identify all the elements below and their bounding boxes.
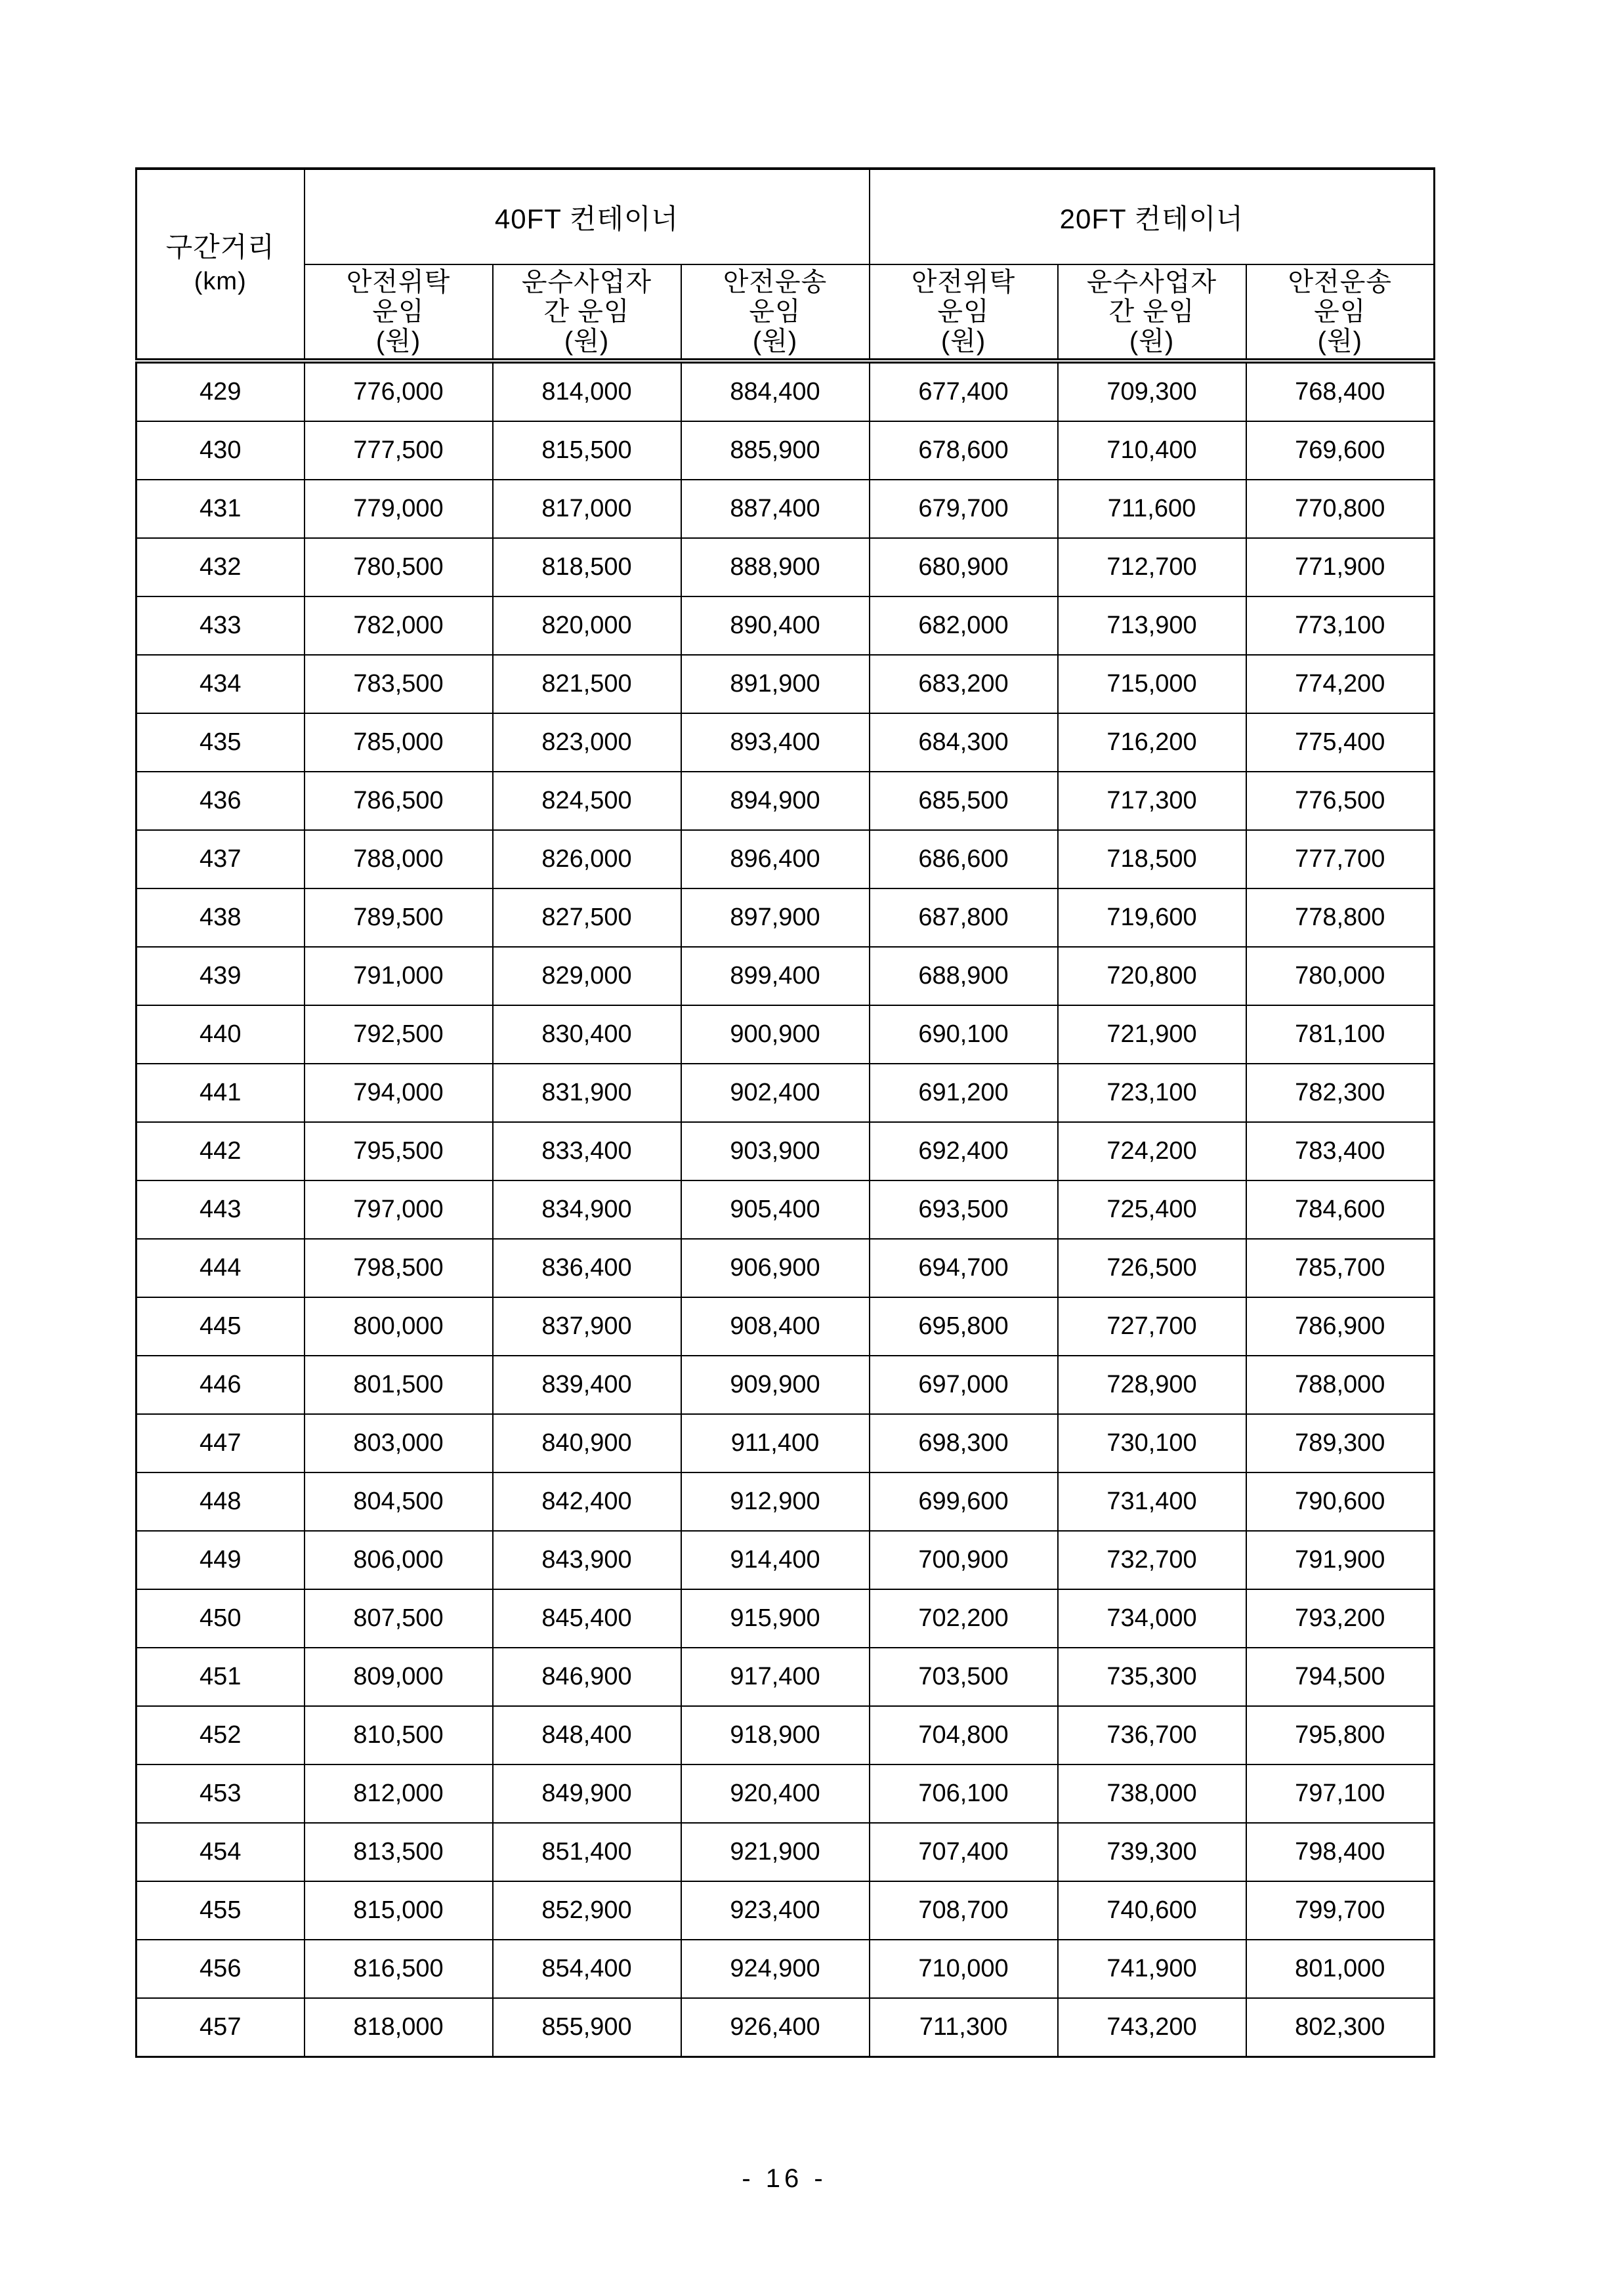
corner-header-unit: (km)	[194, 267, 247, 295]
table-row	[137, 1940, 1435, 1998]
fare-cell: 884,400	[681, 361, 870, 421]
fare-cell: 727,700	[1058, 1297, 1246, 1356]
fare-cell: 813,500	[305, 1823, 493, 1881]
fare-cell: 836,400	[493, 1239, 681, 1297]
fare-cell: 694,700	[870, 1239, 1058, 1297]
table-row	[137, 947, 1435, 1005]
fare-cell: 855,900	[493, 1998, 681, 2057]
km-cell: 442	[137, 1122, 305, 1180]
fare-cell: 799,700	[1246, 1881, 1435, 1940]
km-cell: 436	[137, 772, 305, 830]
fare-cell: 719,600	[1058, 888, 1246, 947]
fare-cell: 788,000	[1246, 1356, 1435, 1414]
fare-cell: 779,000	[305, 480, 493, 538]
fare-cell: 786,900	[1246, 1297, 1435, 1356]
fare-cell: 924,900	[681, 1940, 870, 1998]
fare-cell: 789,500	[305, 888, 493, 947]
km-cell: 431	[137, 480, 305, 538]
fare-cell: 775,400	[1246, 713, 1435, 772]
fare-cell: 839,400	[493, 1356, 681, 1414]
fare-cell: 718,500	[1058, 830, 1246, 888]
km-cell: 439	[137, 947, 305, 1005]
fare-cell: 784,600	[1246, 1180, 1435, 1239]
km-cell: 435	[137, 713, 305, 772]
fare-cell: 837,900	[493, 1297, 681, 1356]
fare-cell: 804,500	[305, 1472, 493, 1531]
fare-cell: 682,000	[870, 596, 1058, 655]
fare-cell: 776,000	[305, 361, 493, 421]
table-row	[137, 361, 1435, 421]
fare-cell: 812,000	[305, 1764, 493, 1823]
km-cell: 441	[137, 1064, 305, 1122]
sub-header-line: 안전위탁	[911, 267, 1016, 297]
fare-cell: 854,400	[493, 1940, 681, 1998]
sub-header-40ft-consign-fare	[305, 264, 493, 361]
fare-cell: 721,900	[1058, 1005, 1246, 1064]
fare-cell: 783,500	[305, 655, 493, 713]
km-cell: 434	[137, 655, 305, 713]
fare-cell: 768,400	[1246, 361, 1435, 421]
sub-header-line: 운임	[937, 297, 990, 326]
sub-header-20ft-transport-fare	[1246, 264, 1435, 361]
fare-cell: 846,900	[493, 1648, 681, 1706]
fare-cell: 792,500	[305, 1005, 493, 1064]
table-row	[137, 1122, 1435, 1180]
km-cell: 452	[137, 1706, 305, 1764]
sub-header-line: (원)	[940, 326, 986, 356]
table-row	[137, 1180, 1435, 1239]
corner-header-distance-km	[137, 169, 305, 361]
sub-header-line: 운임	[1314, 297, 1366, 326]
fare-cell: 734,000	[1058, 1589, 1246, 1648]
fare-cell: 887,400	[681, 480, 870, 538]
fare-cell: 724,200	[1058, 1122, 1246, 1180]
table-header	[137, 169, 1435, 361]
fare-cell: 720,800	[1058, 947, 1246, 1005]
fare-cell: 810,500	[305, 1706, 493, 1764]
fare-cell: 888,900	[681, 538, 870, 596]
table-row	[137, 421, 1435, 480]
fare-cell: 782,000	[305, 596, 493, 655]
fare-cell: 716,200	[1058, 713, 1246, 772]
sub-header-line: 안전운송	[723, 267, 828, 297]
sub-header-line: 안전운송	[1288, 267, 1393, 297]
fare-cell: 723,100	[1058, 1064, 1246, 1122]
fare-cell: 818,000	[305, 1998, 493, 2057]
sub-header-line: 안전위탁	[346, 267, 451, 297]
fare-cell: 821,500	[493, 655, 681, 713]
fare-cell: 833,400	[493, 1122, 681, 1180]
fare-cell: 794,500	[1246, 1648, 1435, 1706]
fare-cell: 683,200	[870, 655, 1058, 713]
fare-cell: 918,900	[681, 1706, 870, 1764]
km-cell: 433	[137, 596, 305, 655]
fare-cell: 845,400	[493, 1589, 681, 1648]
fare-cell: 915,900	[681, 1589, 870, 1648]
fare-cell: 712,700	[1058, 538, 1246, 596]
sub-header-line: (원)	[752, 326, 798, 356]
fare-cell: 677,400	[870, 361, 1058, 421]
fare-cell: 708,700	[870, 1881, 1058, 1940]
fare-cell: 920,400	[681, 1764, 870, 1823]
table-row	[137, 1648, 1435, 1706]
fare-cell: 806,000	[305, 1531, 493, 1589]
km-cell: 438	[137, 888, 305, 947]
fare-cell: 785,000	[305, 713, 493, 772]
fare-cell: 690,100	[870, 1005, 1058, 1064]
fare-cell: 807,500	[305, 1589, 493, 1648]
fare-cell: 738,000	[1058, 1764, 1246, 1823]
corner-header-title: 구간거리	[165, 231, 275, 262]
sub-header-line: 간 운임	[543, 297, 630, 326]
fare-cell: 842,400	[493, 1472, 681, 1531]
fare-cell: 730,100	[1058, 1414, 1246, 1472]
fare-cell: 706,100	[870, 1764, 1058, 1823]
km-cell: 454	[137, 1823, 305, 1881]
fare-cell: 798,500	[305, 1239, 493, 1297]
fare-cell: 773,100	[1246, 596, 1435, 655]
fare-cell: 798,400	[1246, 1823, 1435, 1881]
sub-header-line: (원)	[1129, 326, 1175, 356]
fare-cell: 816,500	[305, 1940, 493, 1998]
fare-cell: 894,900	[681, 772, 870, 830]
km-cell: 448	[137, 1472, 305, 1531]
fare-cell: 711,300	[870, 1998, 1058, 2057]
table-row	[137, 1472, 1435, 1531]
fare-cell: 695,800	[870, 1297, 1058, 1356]
fare-cell: 684,300	[870, 713, 1058, 772]
fare-cell: 702,200	[870, 1589, 1058, 1648]
page-number: - 16 -	[742, 2164, 827, 2193]
fare-cell: 715,000	[1058, 655, 1246, 713]
fare-cell: 797,000	[305, 1180, 493, 1239]
fare-cell: 743,200	[1058, 1998, 1246, 2057]
fare-cell: 726,500	[1058, 1239, 1246, 1297]
km-cell: 451	[137, 1648, 305, 1706]
table-row	[137, 1297, 1435, 1356]
fare-cell: 680,900	[870, 538, 1058, 596]
table-row	[137, 1356, 1435, 1414]
fare-cell: 717,300	[1058, 772, 1246, 830]
sub-header-20ft-consign-fare	[870, 264, 1058, 361]
fare-cell: 692,400	[870, 1122, 1058, 1180]
table-row	[137, 1998, 1435, 2057]
sub-header-40ft-carrier-fare	[493, 264, 681, 361]
table-row	[137, 1706, 1435, 1764]
fare-cell: 890,400	[681, 596, 870, 655]
km-cell: 444	[137, 1239, 305, 1297]
fare-cell: 909,900	[681, 1356, 870, 1414]
fare-cell: 830,400	[493, 1005, 681, 1064]
fare-cell: 826,000	[493, 830, 681, 888]
fare-cell: 849,900	[493, 1764, 681, 1823]
fare-cell: 921,900	[681, 1823, 870, 1881]
fare-cell: 817,000	[493, 480, 681, 538]
fare-cell: 687,800	[870, 888, 1058, 947]
km-cell: 445	[137, 1297, 305, 1356]
fare-cell: 791,000	[305, 947, 493, 1005]
fare-cell: 911,400	[681, 1414, 870, 1472]
fare-cell: 732,700	[1058, 1531, 1246, 1589]
fare-cell: 885,900	[681, 421, 870, 480]
fare-cell: 710,400	[1058, 421, 1246, 480]
fare-cell: 891,900	[681, 655, 870, 713]
table-row	[137, 1823, 1435, 1881]
fare-cell: 917,400	[681, 1648, 870, 1706]
fare-cell: 698,300	[870, 1414, 1058, 1472]
table-row	[137, 1414, 1435, 1472]
fare-cell: 793,200	[1246, 1589, 1435, 1648]
sub-header-line: 운수사업자	[1086, 267, 1217, 297]
fare-cell: 831,900	[493, 1064, 681, 1122]
fare-cell: 725,400	[1058, 1180, 1246, 1239]
fare-cell: 818,500	[493, 538, 681, 596]
fare-cell: 741,900	[1058, 1940, 1246, 1998]
fare-cell: 843,900	[493, 1531, 681, 1589]
fare-cell: 778,800	[1246, 888, 1435, 947]
fare-cell: 801,500	[305, 1356, 493, 1414]
fare-cell: 926,400	[681, 1998, 870, 2057]
group-header-row	[137, 169, 1435, 264]
fare-cell: 728,900	[1058, 1356, 1246, 1414]
km-cell: 437	[137, 830, 305, 888]
fare-cell: 912,900	[681, 1472, 870, 1531]
fare-cell: 740,600	[1058, 1881, 1246, 1940]
fare-cell: 923,400	[681, 1881, 870, 1940]
km-cell: 456	[137, 1940, 305, 1998]
fare-cell: 795,800	[1246, 1706, 1435, 1764]
table-row	[137, 596, 1435, 655]
km-cell: 447	[137, 1414, 305, 1472]
fare-cell: 897,900	[681, 888, 870, 947]
km-cell: 432	[137, 538, 305, 596]
fare-cell: 777,700	[1246, 830, 1435, 888]
table-row	[137, 655, 1435, 713]
fare-cell: 851,400	[493, 1823, 681, 1881]
fare-cell: 814,000	[493, 361, 681, 421]
km-cell: 430	[137, 421, 305, 480]
fare-cell: 776,500	[1246, 772, 1435, 830]
fare-cell: 786,500	[305, 772, 493, 830]
sub-header-line: 운임	[749, 297, 801, 326]
fare-cell: 914,400	[681, 1531, 870, 1589]
table-body	[137, 361, 1435, 2057]
fare-cell: 781,100	[1246, 1005, 1435, 1064]
fare-cell: 770,800	[1246, 480, 1435, 538]
sub-header-line: 운수사업자	[521, 267, 652, 297]
fare-cell: 785,700	[1246, 1239, 1435, 1297]
fare-cell: 736,700	[1058, 1706, 1246, 1764]
fare-cell: 685,500	[870, 772, 1058, 830]
km-cell: 457	[137, 1998, 305, 2057]
fare-cell: 852,900	[493, 1881, 681, 1940]
fare-cell: 900,900	[681, 1005, 870, 1064]
fare-cell: 903,900	[681, 1122, 870, 1180]
table-row	[137, 480, 1435, 538]
fare-cell: 797,100	[1246, 1764, 1435, 1823]
fare-cell: 795,500	[305, 1122, 493, 1180]
km-cell: 446	[137, 1356, 305, 1414]
fare-cell: 824,500	[493, 772, 681, 830]
table-row	[137, 1005, 1435, 1064]
fare-cell: 840,900	[493, 1414, 681, 1472]
fare-cell: 848,400	[493, 1706, 681, 1764]
sub-header-40ft-transport-fare	[681, 264, 870, 361]
fare-cell: 713,900	[1058, 596, 1246, 655]
fare-cell: 809,000	[305, 1648, 493, 1706]
fare-cell: 790,600	[1246, 1472, 1435, 1531]
fare-cell: 731,400	[1058, 1472, 1246, 1531]
fare-cell: 780,500	[305, 538, 493, 596]
fare-cell: 707,400	[870, 1823, 1058, 1881]
container-fare-table	[135, 167, 1435, 2058]
fare-cell: 710,000	[870, 1940, 1058, 1998]
fare-cell: 896,400	[681, 830, 870, 888]
fare-cell: 834,900	[493, 1180, 681, 1239]
table-row	[137, 713, 1435, 772]
sub-header-line: (원)	[375, 326, 421, 356]
fare-cell: 780,000	[1246, 947, 1435, 1005]
fare-cell: 783,400	[1246, 1122, 1435, 1180]
table-row	[137, 1881, 1435, 1940]
table-row	[137, 830, 1435, 888]
fare-cell: 777,500	[305, 421, 493, 480]
group-header-40ft: 40FT 컨테이너	[305, 169, 870, 264]
table-row	[137, 1764, 1435, 1823]
fare-cell: 908,400	[681, 1297, 870, 1356]
sub-header-20ft-carrier-fare	[1058, 264, 1246, 361]
fare-cell: 801,000	[1246, 1940, 1435, 1998]
fare-cell: 893,400	[681, 713, 870, 772]
fare-cell: 789,300	[1246, 1414, 1435, 1472]
fare-cell: 906,900	[681, 1239, 870, 1297]
fare-cell: 791,900	[1246, 1531, 1435, 1589]
fare-cell: 703,500	[870, 1648, 1058, 1706]
group-header-20ft: 20FT 컨테이너	[870, 169, 1435, 264]
fare-cell: 693,500	[870, 1180, 1058, 1239]
fare-cell: 803,000	[305, 1414, 493, 1472]
fare-cell: 774,200	[1246, 655, 1435, 713]
fare-cell: 735,300	[1058, 1648, 1246, 1706]
km-cell: 443	[137, 1180, 305, 1239]
fare-cell: 739,300	[1058, 1823, 1246, 1881]
fare-cell: 709,300	[1058, 361, 1246, 421]
table-row	[137, 1064, 1435, 1122]
km-cell: 440	[137, 1005, 305, 1064]
km-cell: 455	[137, 1881, 305, 1940]
fare-cell: 815,500	[493, 421, 681, 480]
fare-cell: 820,000	[493, 596, 681, 655]
sub-header-line: (원)	[1317, 326, 1362, 356]
sub-header-line: 운임	[372, 297, 425, 326]
fare-cell: 700,900	[870, 1531, 1058, 1589]
fare-cell: 827,500	[493, 888, 681, 947]
fare-cell: 699,600	[870, 1472, 1058, 1531]
km-cell: 449	[137, 1531, 305, 1589]
km-cell: 453	[137, 1764, 305, 1823]
fare-cell: 788,000	[305, 830, 493, 888]
fare-cell: 679,700	[870, 480, 1058, 538]
fare-cell: 697,000	[870, 1356, 1058, 1414]
fare-cell: 769,600	[1246, 421, 1435, 480]
km-cell: 429	[137, 361, 305, 421]
table-row	[137, 1239, 1435, 1297]
fare-cell: 800,000	[305, 1297, 493, 1356]
fare-cell: 691,200	[870, 1064, 1058, 1122]
fare-cell: 688,900	[870, 947, 1058, 1005]
fare-cell: 686,600	[870, 830, 1058, 888]
fare-cell: 829,000	[493, 947, 681, 1005]
fare-cell: 815,000	[305, 1881, 493, 1940]
sub-header-line: (원)	[564, 326, 610, 356]
table-row	[137, 1531, 1435, 1589]
fare-cell: 802,300	[1246, 1998, 1435, 2057]
table-row	[137, 888, 1435, 947]
table-row	[137, 1589, 1435, 1648]
fare-cell: 899,400	[681, 947, 870, 1005]
table-row	[137, 772, 1435, 830]
table-row	[137, 538, 1435, 596]
fare-cell: 794,000	[305, 1064, 493, 1122]
fare-cell: 902,400	[681, 1064, 870, 1122]
fare-cell: 678,600	[870, 421, 1058, 480]
fare-cell: 782,300	[1246, 1064, 1435, 1122]
fare-cell: 704,800	[870, 1706, 1058, 1764]
sub-header-line: 간 운임	[1108, 297, 1195, 326]
fare-cell: 905,400	[681, 1180, 870, 1239]
sub-header-row	[137, 264, 1435, 361]
fare-cell: 711,600	[1058, 480, 1246, 538]
fare-cell: 771,900	[1246, 538, 1435, 596]
fare-cell: 823,000	[493, 713, 681, 772]
km-cell: 450	[137, 1589, 305, 1648]
